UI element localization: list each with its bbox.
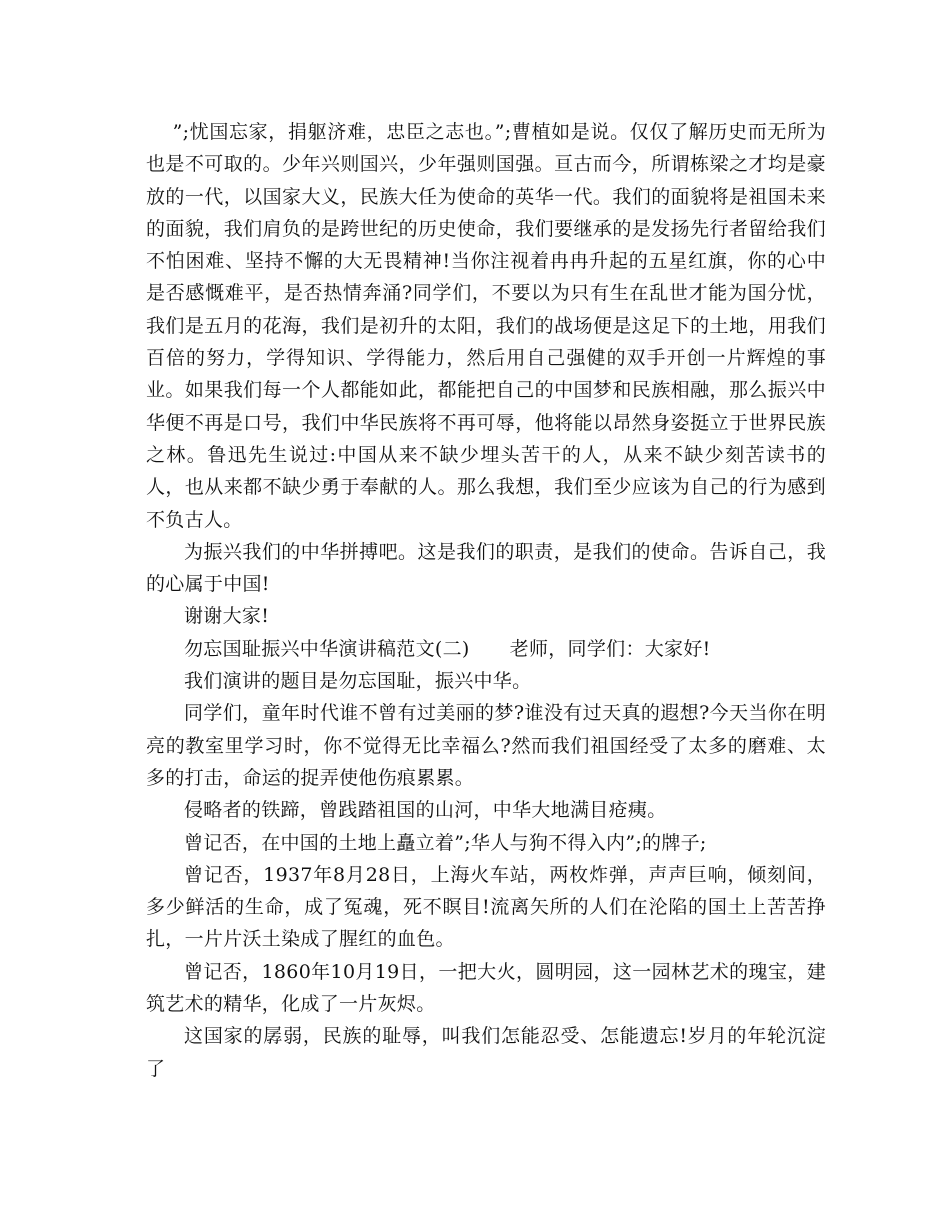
title-line xyxy=(146,633,826,665)
paragraph: 曾记否，1860年10月19日，一把大火，圆明园，这一园林艺术的瑰宝，建筑艺术的精华，化成了一片灰烬。 xyxy=(146,960,826,1016)
paragraph: 这国家的孱弱，民族的耻辱，叫我们怎能忍受、怎能遗忘!岁月的年轮沉淀了 xyxy=(146,1025,826,1080)
paragraph: 同学们，童年时代谁不曾有过美丽的梦?谁没有过天真的遐想?今天当你在明亮的教室里学习时，你不觉得无比幸福么?然而我们祖国经受了太多的磨难、太多的打击，命运的捉弄使他伤痕累累。 xyxy=(146,702,826,789)
paragraph: 曾记否，在中国的土地上矗立着”;华人与狗不得入内”;的牌子; xyxy=(184,831,707,854)
section-title: 勿忘国耻振兴中华演讲稿范文(二) xyxy=(184,637,470,660)
paragraph: 曾记否，1937年8月28日，上海火车站，两枚炸弹，声声巨响，倾刻间，多少鲜活的生命，成了冤魂，死不瞑目!流离矢所的人们在沦陷的国土上苦苦挣扎，一片片沃土染成了腥红的血色。 xyxy=(146,863,826,951)
paragraph: 谢谢大家! xyxy=(184,605,270,628)
paragraph: 侵略者的铁蹄，曾践踏祖国的山河，中华大地满目疮痍。 xyxy=(184,799,667,822)
paragraph: ”;忧国忘家，捐躯济难，忠臣之志也。”;曹植如是说。仅仅了解历史而无所为也是不可取的。少年兴则国兴，少年强则国强。亘古而今，所谓栋梁之才均是豪放的一代，以国家大义，民族大任为使命的英华一代。我们的面貌将是祖国未来的面貌，我们肩负的是跨世纪的历史使命，我们要继承的是发扬先行者留给我们不怕困难、坚持不懈的大无畏精神!当你注视着冉冉升起的五星红旗，你的心中是否感慨难平，是否热情奔涌?同学们，不要以为只有生在乱世才能为国分忧，我们是五月的花海，我们是初升的太阳，我们的战场便是这足下的土地，用我们百倍的努力，学得知识、学得能力，然后用自己强健的双手开创一片辉煌的事业。如果我们每一个人都能如此，都能把自己的中国梦和民族相融，那么振兴中华便不再是口号，我们中华民族将不再可辱，他将能以昂然身姿挺立于世界民族之林。鲁迅先生说过:中国从来不缺少埋头苦干的人，从来不缺少刻苦读书的人，也从来都不缺少勇于奉献的人。那么我想，我们至少应该为自己的行为感到不负古人。 xyxy=(146,121,826,531)
paragraph: 我们演讲的题目是勿忘国耻，振兴中华。 xyxy=(184,670,532,693)
document-body xyxy=(146,116,826,1085)
greeting: 老师，同学们：大家好! xyxy=(509,637,711,660)
paragraph: 为振兴我们的中华拼搏吧。这是我们的职责，是我们的使命。告诉自己，我的心属于中国! xyxy=(146,540,826,596)
